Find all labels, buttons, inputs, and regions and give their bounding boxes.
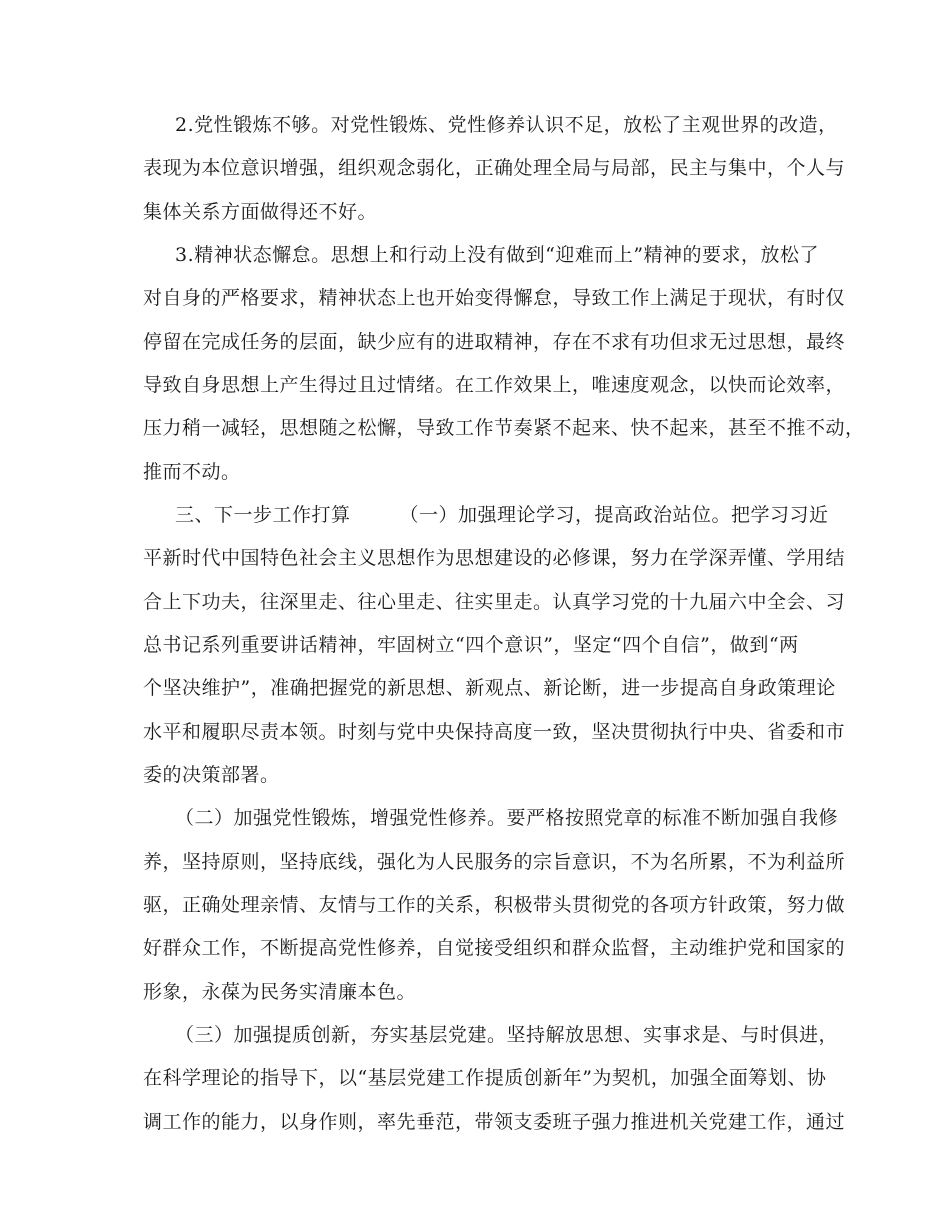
text-line: 平新时代中国特色社会主义思想作为思想建设的必修课，努力在学深弄懂、学用结: [143, 547, 846, 569]
text-line: 集体关系方面做得还不好。: [143, 201, 378, 223]
text-line: 停留在完成任务的层面，缺少应有的进取精神，存在不求有功但求无过思想，最终: [143, 331, 846, 353]
text-line: 个坚决维护”，准确把握党的新思想、新观点、新论断，进一步提高自身政策理论: [143, 677, 836, 699]
text-line: 委的决策部署。: [143, 764, 280, 786]
text-line: 驱，正确处理亲情、友情与工作的关系，积极带头贯彻党的各项方针政策，努力做: [143, 894, 846, 916]
text-line: 2.党性锻炼不够。对党性锻炼、党性修养认识不足，放松了主观世界的改造，: [175, 114, 838, 136]
section-heading-line: 三、下一步工作打算 （一）加强理论学习，提高政治站位。把学习习近: [175, 504, 829, 526]
text-line: 总书记系列重要讲话精神，牢固树立“四个意识”，坚定“四个自信”，做到“两: [143, 634, 799, 656]
text-line: 压力稍一减轻，思想随之松懈，导致工作节奏紧不起来、快不起来，甚至不推不动，: [143, 417, 865, 439]
text-line: 导致自身思想上产生得过且过情绪。在工作效果上，唯速度观念，以快而论效率，: [143, 374, 846, 396]
text-line: 对自身的严格要求，精神状态上也开始变得懈怠，导致工作上满足于现状，有时仅: [143, 287, 846, 309]
text-line: 3.精神状态懈怠。思想上和行动上没有做到“迎难而上”精神的要求，放松了: [175, 244, 820, 266]
text-line: （三）加强提质创新，夯实基层党建。坚持解放思想、实事求是、与时俱进，: [175, 1024, 839, 1046]
text-line: 养，坚持原则，坚持底线，强化为人民服务的宗旨意识，不为名所累，不为利益所: [143, 851, 846, 873]
text-line: 表现为本位意识增强，组织观念弱化，正确处理全局与局部，民主与集中，个人与: [143, 157, 846, 179]
text-line: （二）加强党性锻炼，增强党性修养。要严格按照党章的标准不断加强自我修: [175, 807, 839, 829]
text-line: 水平和履职尽责本领。时刻与党中央保持高度一致，坚决贯彻执行中央、省委和市: [143, 721, 846, 743]
text-line: 形象，永葆为民务实清廉本色。: [143, 981, 417, 1003]
text-line: 调工作的能力，以身作则，率先垂范，带领支委班子强力推进机关党建工作，通过: [143, 1111, 846, 1133]
text-line: 推而不动。: [143, 461, 241, 483]
text-line: 好群众工作，不断提高党性修养，自觉接受组织和群众监督，主动维护党和国家的: [143, 937, 846, 959]
text-line: 合上下功夫，往深里走、往心里走、往实里走。认真学习党的十九届六中全会、习: [143, 591, 846, 613]
text-line: 在科学理论的指导下，以“基层党建工作提质创新年”为契机，加强全面筹划、协: [143, 1067, 827, 1089]
